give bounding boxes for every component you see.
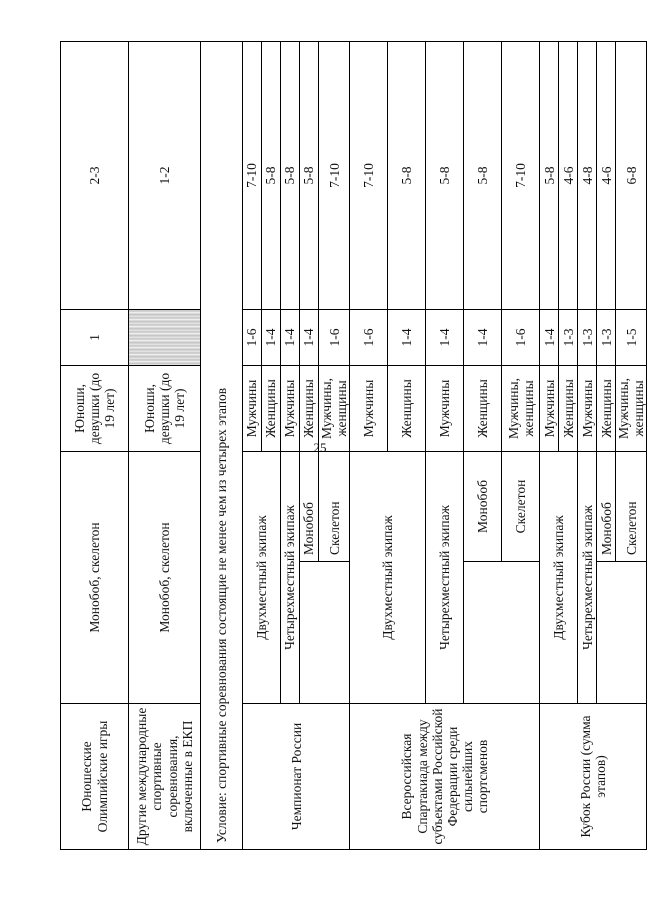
group-cell: Мужчины (350, 365, 388, 451)
page-number: 25 (313, 440, 327, 455)
discipline-cell: Двухместный экипаж (540, 451, 578, 703)
table-row (61, 41, 129, 849)
discipline-cell: Двухместный экипаж (243, 451, 281, 703)
group-cell: Женщины (464, 365, 502, 451)
event-cell: Другие международные спортивные соревнования, включенные в ЕКП (129, 704, 201, 850)
place-cell: 1 (61, 309, 129, 365)
place-cell: 1-6 (502, 309, 540, 365)
condition-row (201, 41, 243, 849)
discipline-cell: Монобоб (464, 451, 502, 561)
group-cell: Мужчины (426, 365, 464, 451)
event-cell: Чемпионат России (243, 704, 350, 850)
group-cell: Мужчины (243, 365, 262, 451)
place-cell: 1-3 (559, 309, 578, 365)
group-cell: Юноши, девушки (до 19 лет) (129, 365, 201, 451)
discipline-cell: Монобоб, скелетон (61, 451, 129, 703)
group-cell: Мужчины (281, 365, 300, 451)
group-cell: Женщины (597, 365, 616, 451)
discipline-cell: Монобоб (300, 451, 319, 561)
place-cell: 4-8 (578, 41, 597, 309)
place-cell: 5-8 (281, 41, 300, 309)
discipline-cell: Скелетон (502, 451, 540, 561)
place-cell: 1-3 (597, 309, 616, 365)
place-cell: 1-5 (616, 309, 647, 365)
place-cell: 1-4 (388, 309, 426, 365)
place-cell: 1-6 (319, 309, 350, 365)
discipline-cell: Двухместный экипаж (350, 451, 426, 703)
place-cell: 5-8 (388, 41, 426, 309)
place-cell: 1-6 (350, 309, 388, 365)
discipline-cell: Четырехместный экипаж (578, 451, 597, 703)
table-row (243, 41, 262, 849)
place-cell: 1-4 (426, 309, 464, 365)
place-cell: 1-4 (464, 309, 502, 365)
place-cell: 4-6 (597, 41, 616, 309)
place-cell: 2-3 (61, 41, 129, 309)
shaded-cell (129, 309, 201, 365)
place-cell: 5-8 (426, 41, 464, 309)
place-cell: 7-10 (502, 41, 540, 309)
table-row (540, 41, 559, 849)
group-cell: Юноши, девушки (до 19 лет) (61, 365, 129, 451)
discipline-cell: Скелетон (319, 451, 350, 561)
discipline-cell: Скелетон (616, 451, 647, 561)
group-cell: Женщины (388, 365, 426, 451)
discipline-cell: Монобоб (597, 451, 616, 561)
group-cell: Мужчины (540, 365, 559, 451)
place-cell: 4-6 (559, 41, 578, 309)
event-cell: Кубок России (сумма этапов) (540, 704, 647, 850)
ranking-table (60, 41, 647, 850)
place-cell: 7-10 (243, 41, 262, 309)
place-cell: 1-4 (300, 309, 319, 365)
place-cell: 5-8 (262, 41, 281, 309)
place-cell: 1-2 (129, 41, 201, 309)
place-cell: 6-8 (616, 41, 647, 309)
group-cell: Женщины (559, 365, 578, 451)
place-cell: 1-3 (578, 309, 597, 365)
discipline-cell: Четырехместный экипаж (281, 451, 300, 703)
group-cell: Женщины (262, 365, 281, 451)
event-cell: Всероссийская Спартакиада между субъектами Российской Федерации среди сильнейших спортсменов (350, 704, 540, 850)
place-cell: 1-4 (540, 309, 559, 365)
table-row (129, 41, 201, 849)
rotated-table-container (60, 42, 647, 850)
place-cell: 1-4 (262, 309, 281, 365)
event-cell: Юношеские Олимпийские игры (61, 704, 129, 850)
discipline-cell: Монобоб, скелетон (129, 451, 201, 703)
group-cell: Мужчины, женщины (616, 365, 647, 451)
place-cell: 5-8 (464, 41, 502, 309)
place-cell: 5-8 (300, 41, 319, 309)
group-cell: Мужчины, женщины (319, 365, 350, 451)
group-cell: Мужчины, женщины (502, 365, 540, 451)
place-cell: 1-4 (281, 309, 300, 365)
discipline-cell: Четырехместный экипаж (426, 451, 464, 703)
group-cell: Мужчины (578, 365, 597, 451)
place-cell: 5-8 (540, 41, 559, 309)
group-cell: Женщины (300, 365, 319, 451)
place-cell: 7-10 (319, 41, 350, 309)
condition-text: Условие: спортивные соревнования состоящие не менее чем из четырех этапов (201, 41, 243, 849)
place-cell: 1-6 (243, 309, 262, 365)
place-cell: 7-10 (350, 41, 388, 309)
table-row (350, 41, 388, 849)
